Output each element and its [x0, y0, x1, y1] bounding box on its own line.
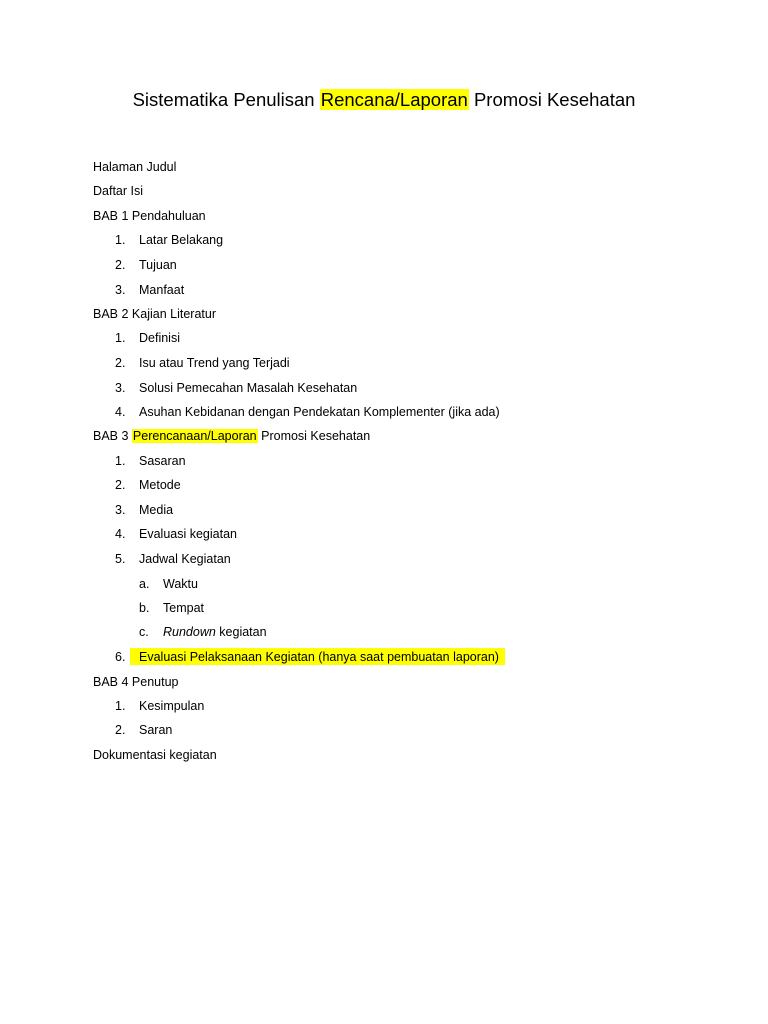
- bab3-item-5-number: 5.: [115, 552, 126, 566]
- bab2-item-3-number: 3.: [115, 381, 126, 395]
- bab3-item-5-text: Jadwal Kegiatan: [139, 552, 231, 566]
- bab1-item-3-number: 3.: [115, 283, 126, 297]
- bab3-item-6-number: 6.: [115, 650, 126, 664]
- bab4-item-1-text: Kesimpulan: [139, 699, 205, 713]
- bab1-item-1-text: Latar Belakang: [139, 233, 224, 247]
- bab3-subitem-c-italic: Rundown: [163, 625, 216, 639]
- bab3-item-4-text: Evaluasi kegiatan: [139, 527, 237, 541]
- bab3-item-3-number: 3.: [115, 503, 126, 517]
- bab2-item-2-text: Isu atau Trend yang Terjadi: [139, 356, 290, 370]
- bab4-item-2-text: Saran: [139, 723, 173, 737]
- outline-dokumentasi: Dokumentasi kegiatan: [93, 748, 217, 762]
- bab3-heading-highlight: Perencanaan/Laporan: [132, 429, 257, 443]
- bab2-item-4-text: Asuhan Kebidanan dengan Pendekatan Komplementer (jika ada): [139, 405, 500, 419]
- outline-halaman-judul: Halaman Judul: [93, 160, 177, 174]
- bab3-subitem-a-text: Waktu: [163, 577, 198, 591]
- bab1-item-2-number: 2.: [115, 258, 126, 272]
- bab1-item-3-text: Manfaat: [139, 283, 185, 297]
- bab1-item-1-number: 1.: [115, 233, 126, 247]
- bab3-item-4-number: 4.: [115, 527, 126, 541]
- title-text-after: Promosi Kesehatan: [468, 89, 636, 110]
- bab2-item-3-text: Solusi Pemecahan Masalah Kesehatan: [139, 381, 358, 395]
- bab3-subitem-c-letter: c.: [139, 625, 149, 639]
- bab3-item-2-text: Metode: [139, 478, 181, 492]
- bab3-subitem-c-rest: kegiatan: [215, 625, 267, 639]
- bab2-item-2-number: 2.: [115, 356, 126, 370]
- bab2-item-4-number: 4.: [115, 405, 126, 419]
- bab3-item-1-text: Sasaran: [139, 454, 186, 468]
- title-highlight: Rencana/Laporan: [320, 89, 468, 110]
- bab1-heading: BAB 1 Pendahuluan: [93, 209, 206, 223]
- bab3-heading-before: BAB 3: [93, 429, 132, 443]
- bab3-item-3-text: Media: [139, 503, 174, 517]
- bab4-item-1-number: 1.: [115, 699, 126, 713]
- title-text-before: Sistematika Penulisan: [132, 89, 320, 110]
- bab2-heading: BAB 2 Kajian Literatur: [93, 307, 216, 321]
- bab4-item-2-number: 2.: [115, 723, 126, 737]
- bab3-heading: [93, 428, 370, 444]
- bab1-item-2-text: Tujuan: [139, 258, 177, 272]
- outline-daftar-isi: Daftar Isi: [93, 184, 144, 198]
- bab3-heading-after: Promosi Kesehatan: [257, 429, 371, 443]
- bab3-item-6-text: Evaluasi Pelaksanaan Kegiatan (hanya saat pembuatan laporan): [139, 650, 499, 664]
- bab3-subitem-c-text: [163, 624, 267, 640]
- bab3-item-1-number: 1.: [115, 454, 126, 468]
- document-title: [0, 88, 768, 112]
- bab4-heading: BAB 4 Penutup: [93, 675, 179, 689]
- bab3-subitem-b-letter: b.: [139, 601, 150, 615]
- bab2-item-1-number: 1.: [115, 331, 126, 345]
- bab2-item-1-text: Definisi: [139, 331, 180, 345]
- bab3-subitem-a-letter: a.: [139, 577, 150, 591]
- bab3-item-2-number: 2.: [115, 478, 126, 492]
- bab3-subitem-b-text: Tempat: [163, 601, 204, 615]
